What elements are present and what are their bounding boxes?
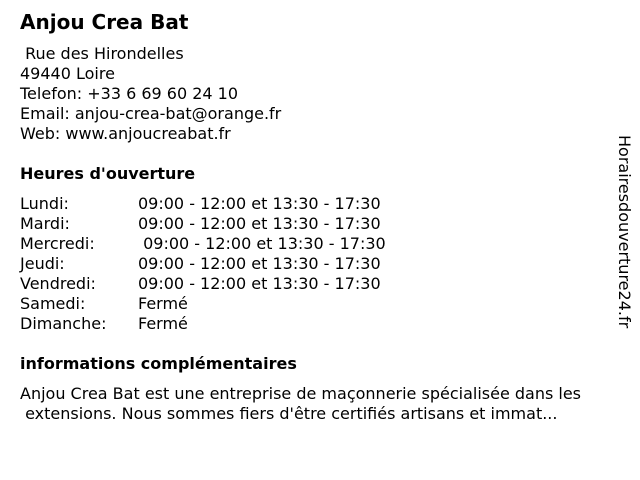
hours-row-thursday bbox=[20, 254, 386, 274]
street-address: Rue des Hirondelles bbox=[20, 44, 184, 63]
time-value: Fermé bbox=[138, 314, 188, 333]
postal-city: 49440 Loire bbox=[20, 64, 115, 83]
day-label: Dimanche: bbox=[20, 314, 107, 333]
hours-row-sunday bbox=[20, 314, 386, 334]
time-value: 09:00 - 12:00 et 13:30 - 17:30 bbox=[138, 234, 386, 253]
opening-hours-heading: Heures d'ouverture bbox=[20, 164, 196, 183]
time-value: 09:00 - 12:00 et 13:30 - 17:30 bbox=[138, 214, 381, 233]
day-label: Mardi: bbox=[20, 214, 70, 233]
opening-hours-table bbox=[20, 194, 386, 334]
hours-row-saturday bbox=[20, 294, 386, 314]
site-watermark: Horairesdouverture24.fr bbox=[615, 135, 634, 329]
description-line: Anjou Crea Bat est une entreprise de maçonnerie spécialisée dans les bbox=[20, 384, 582, 403]
email-address: Email: anjou-crea-bat@orange.fr bbox=[20, 104, 282, 123]
additional-info-heading: informations complémentaires bbox=[20, 354, 297, 373]
phone-number: Telefon: +33 6 69 60 24 10 bbox=[20, 84, 239, 103]
time-value: 09:00 - 12:00 et 13:30 - 17:30 bbox=[138, 194, 381, 213]
day-label: Mercredi: bbox=[20, 234, 95, 253]
business-description bbox=[20, 384, 632, 424]
hours-row-wednesday bbox=[20, 234, 386, 254]
description-line: extensions. Nous sommes fiers d'être certifiés artisans et immat... bbox=[20, 404, 558, 423]
day-label: Samedi: bbox=[20, 294, 86, 313]
contact-block bbox=[20, 44, 281, 144]
day-label: Jeudi: bbox=[20, 254, 65, 273]
time-value: 09:00 - 12:00 et 13:30 - 17:30 bbox=[138, 254, 381, 273]
time-value: 09:00 - 12:00 et 13:30 - 17:30 bbox=[138, 274, 381, 293]
business-name: Anjou Crea Bat bbox=[20, 10, 189, 34]
hours-row-monday bbox=[20, 194, 386, 214]
hours-row-tuesday bbox=[20, 214, 386, 234]
day-label: Lundi: bbox=[20, 194, 69, 213]
time-value: Fermé bbox=[138, 294, 188, 313]
website: Web: www.anjoucreabat.fr bbox=[20, 124, 231, 143]
hours-row-friday bbox=[20, 274, 386, 294]
day-label: Vendredi: bbox=[20, 274, 96, 293]
